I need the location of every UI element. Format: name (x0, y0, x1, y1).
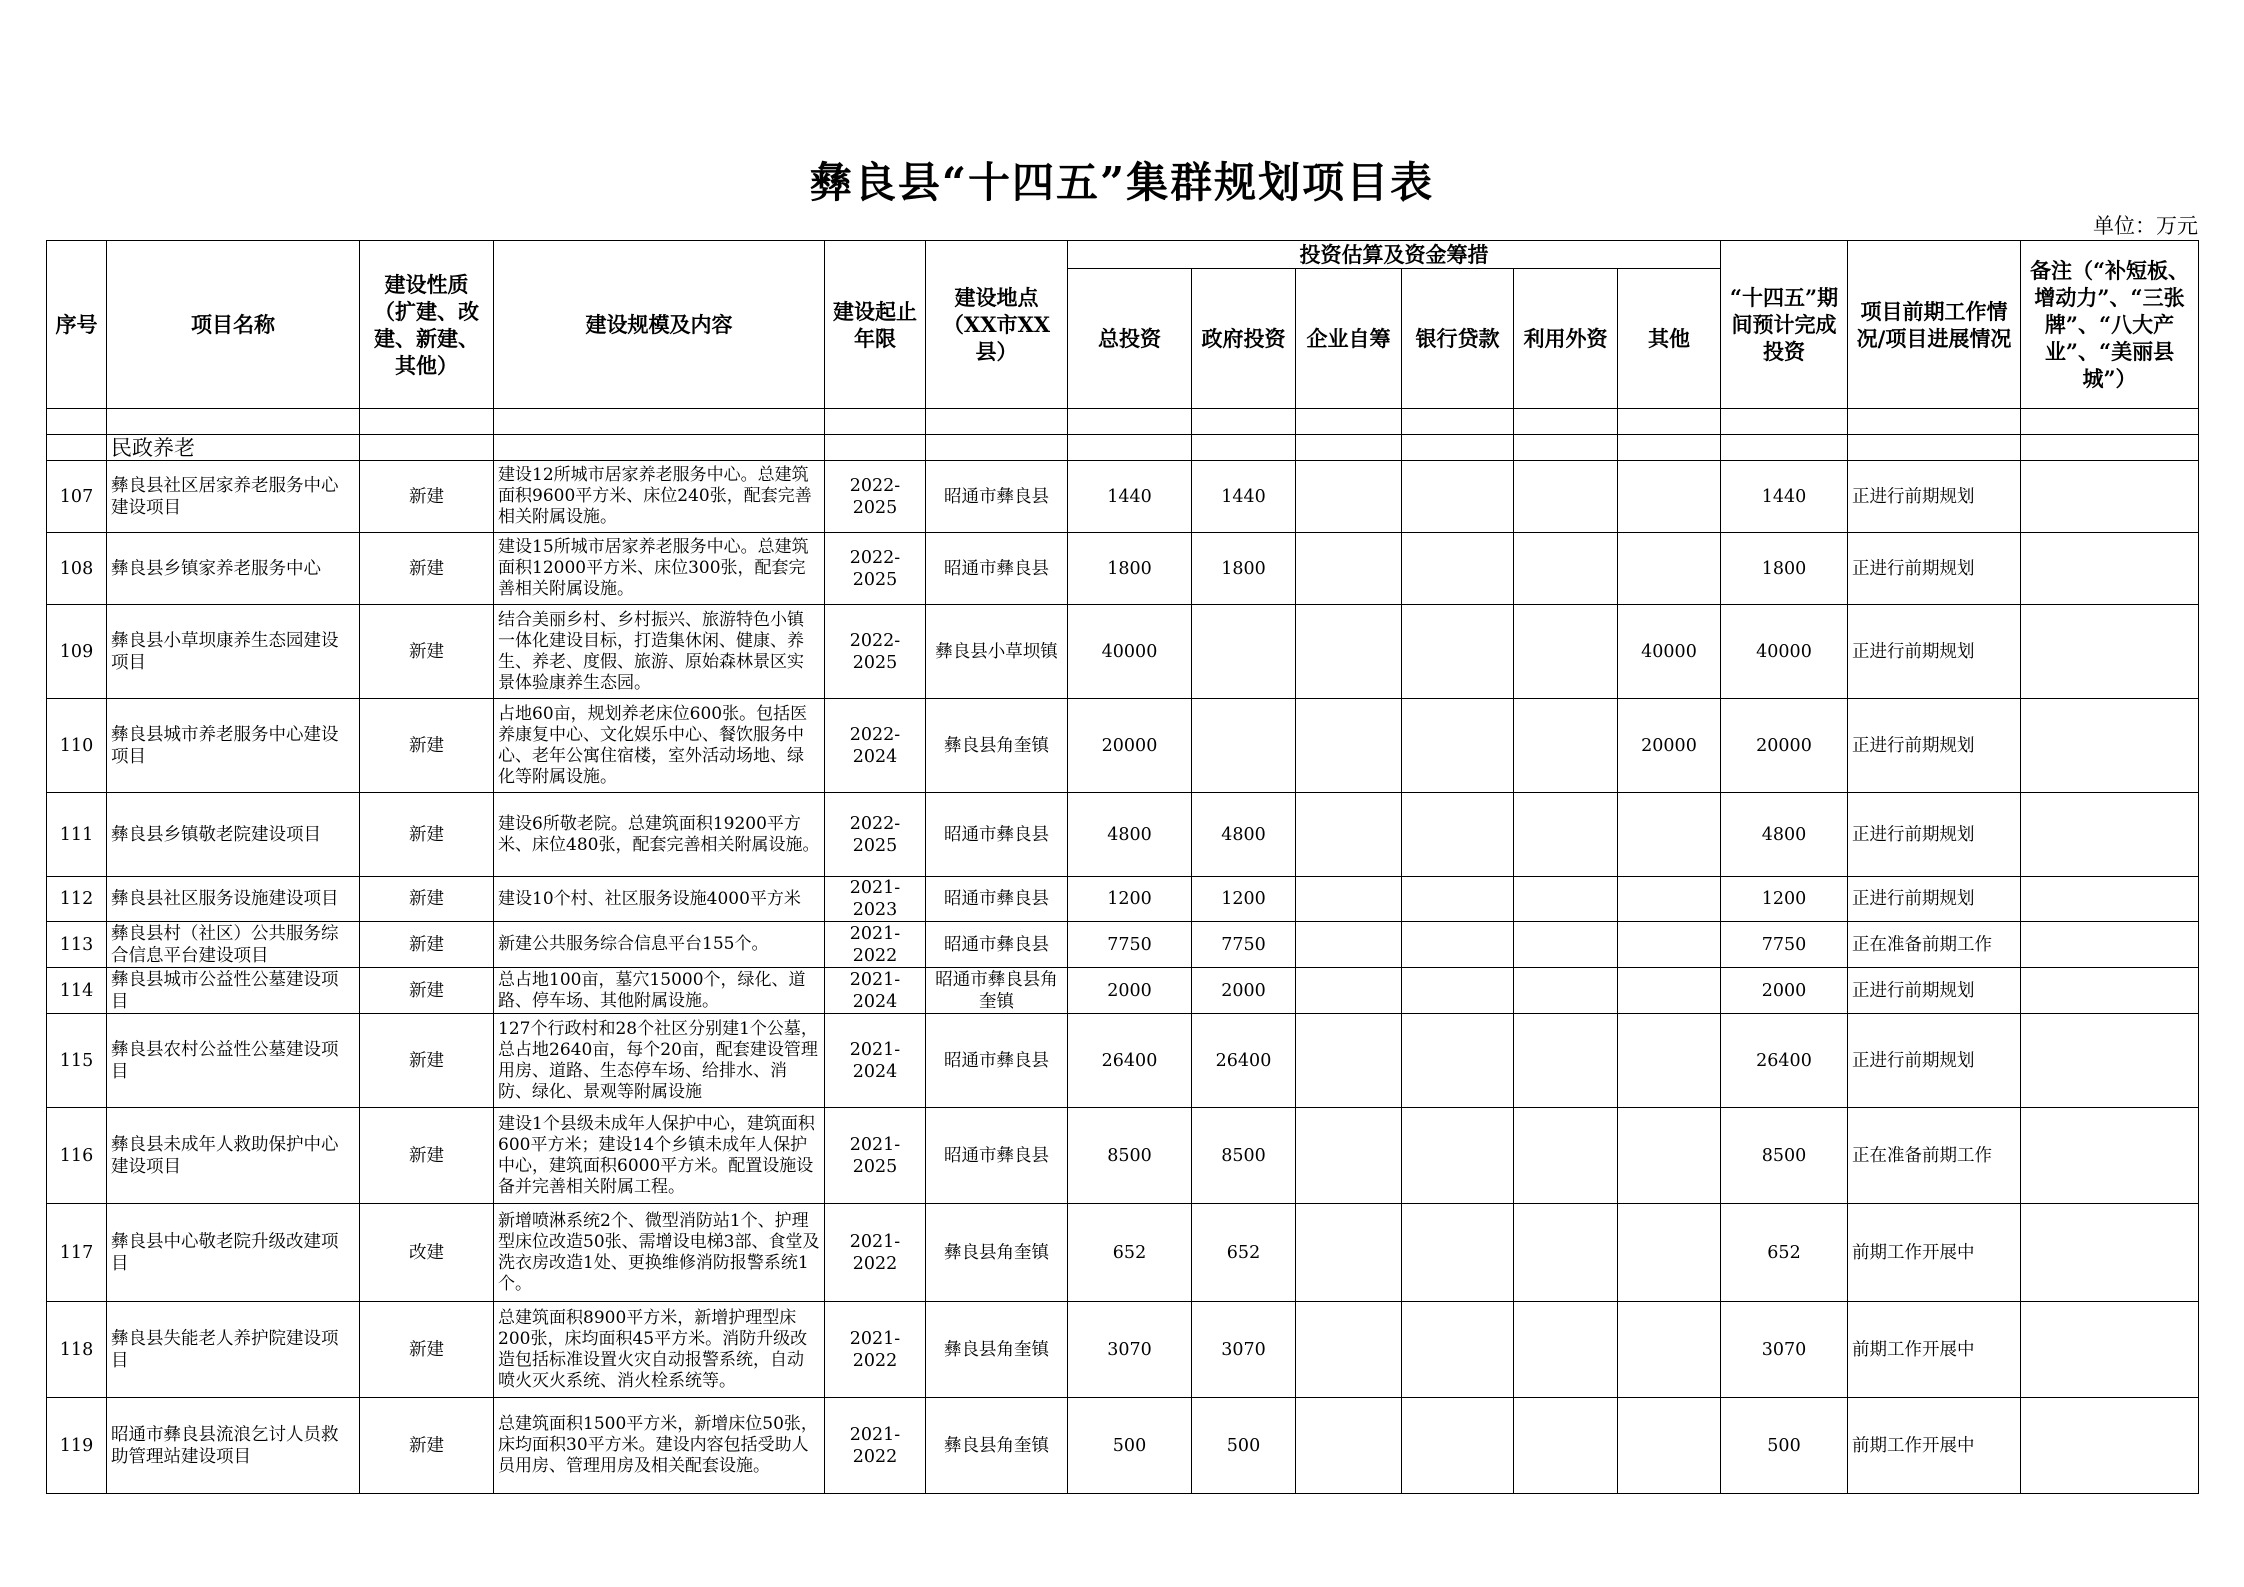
table-row (47, 1204, 2199, 1302)
cell-bank (1402, 877, 1514, 922)
cell-period: 2022-2024 (825, 699, 926, 793)
cell-period: 2021-2024 (825, 1014, 926, 1108)
cell-other: 40000 (1618, 605, 1721, 699)
cell-progress: 正进行前期规划 (1848, 1014, 2021, 1108)
cell-remark (2021, 922, 2199, 968)
cell-scale: 占地60亩，规划养老床位600张。包括医养康复中心、文化娱乐中心、餐饮服务中心、老年公寓住宿楼，室外活动场地、绿化等附属设施。 (494, 699, 825, 793)
cell-period: 2022-2025 (825, 461, 926, 533)
cell-scale: 建设6所敬老院。总建筑面积19200平方米、床位480张，配套完善相关附属设施。 (494, 793, 825, 877)
cell-expected: 3070 (1721, 1302, 1848, 1398)
cell-period: 2021-2024 (825, 968, 926, 1014)
cell-name: 彝良县城市养老服务中心建设项目 (107, 699, 360, 793)
cell-other (1618, 1398, 1721, 1494)
cell-total: 652 (1068, 1204, 1192, 1302)
category-label: 民政养老 (107, 435, 360, 461)
header-remark: 备注（“补短板、增动力”、“三张牌”、“八大产业”、“美丽县城”） (2021, 241, 2199, 409)
cell-location: 彝良县小草坝镇 (926, 605, 1068, 699)
cell-scale: 总建筑面积1500平方米，新增床位50张，床均面积30平方米。建设内容包括受助人员用房、管理用房及相关配套设施。 (494, 1398, 825, 1494)
cell-name: 彝良县未成年人救助保护中心建设项目 (107, 1108, 360, 1204)
cell-other (1618, 533, 1721, 605)
cell-scale: 总占地100亩，墓穴15000个，绿化、道路、停车场、其他附属设施。 (494, 968, 825, 1014)
table-row (47, 1108, 2199, 1204)
table-row (47, 605, 2199, 699)
cell-remark (2021, 1204, 2199, 1302)
cell-other (1618, 1014, 1721, 1108)
cell-gov: 8500 (1192, 1108, 1296, 1204)
cell-enterprise (1296, 699, 1402, 793)
cell-bank (1402, 968, 1514, 1014)
cell-expected: 4800 (1721, 793, 1848, 877)
cell-total: 500 (1068, 1398, 1192, 1494)
cell-nature: 新建 (360, 1302, 494, 1398)
cell-remark (2021, 877, 2199, 922)
cell-progress: 前期工作开展中 (1848, 1398, 2021, 1494)
cell-name: 彝良县乡镇家养老服务中心 (107, 533, 360, 605)
cell-bank (1402, 793, 1514, 877)
cell-name: 彝良县村（社区）公共服务综合信息平台建设项目 (107, 922, 360, 968)
cell-nature: 新建 (360, 533, 494, 605)
table-row (47, 699, 2199, 793)
cell-gov: 500 (1192, 1398, 1296, 1494)
cell-expected: 20000 (1721, 699, 1848, 793)
cell-enterprise (1296, 1398, 1402, 1494)
cell-expected: 2000 (1721, 968, 1848, 1014)
cell-nature: 新建 (360, 793, 494, 877)
project-table (46, 240, 2199, 1494)
cell-progress: 前期工作开展中 (1848, 1204, 2021, 1302)
cell-foreign (1514, 1204, 1618, 1302)
cell-other (1618, 968, 1721, 1014)
cell-nature: 新建 (360, 605, 494, 699)
cell-gov: 7750 (1192, 922, 1296, 968)
cell-remark (2021, 1014, 2199, 1108)
cell-foreign (1514, 922, 1618, 968)
cell-other (1618, 877, 1721, 922)
cell-location: 昭通市彝良县 (926, 461, 1068, 533)
cell-enterprise (1296, 1204, 1402, 1302)
header-total: 总投资 (1068, 269, 1192, 409)
cell-other: 20000 (1618, 699, 1721, 793)
cell-scale: 建设12所城市居家养老服务中心。总建筑面积9600平方米、床位240张，配套完善相关附属设施。 (494, 461, 825, 533)
cell-nature: 改建 (360, 1204, 494, 1302)
cell-remark (2021, 1108, 2199, 1204)
unit-label: 单位：万元 (2093, 214, 2198, 238)
cell-location: 昭通市彝良县 (926, 533, 1068, 605)
table-row (47, 1302, 2199, 1398)
cell-foreign (1514, 1014, 1618, 1108)
cell-name: 彝良县中心敬老院升级改建项目 (107, 1204, 360, 1302)
header-nature: 建设性质（扩建、改建、新建、其他） (360, 241, 494, 409)
cell-remark (2021, 968, 2199, 1014)
cell-bank (1402, 1398, 1514, 1494)
cell-gov: 1800 (1192, 533, 1296, 605)
cell-expected: 26400 (1721, 1014, 1848, 1108)
cell-total: 8500 (1068, 1108, 1192, 1204)
cell-foreign (1514, 699, 1618, 793)
cell-period: 2021-2025 (825, 1108, 926, 1204)
cell-total: 1200 (1068, 877, 1192, 922)
cell-nature: 新建 (360, 922, 494, 968)
cell-expected: 652 (1721, 1204, 1848, 1302)
header-expected: “十四五”期间预计完成投资 (1721, 241, 1848, 409)
cell-seq: 108 (47, 533, 107, 605)
cell-seq: 113 (47, 922, 107, 968)
cell-enterprise (1296, 1108, 1402, 1204)
table-row (47, 1014, 2199, 1108)
cell-foreign (1514, 1108, 1618, 1204)
cell-scale: 结合美丽乡村、乡村振兴、旅游特色小镇一体化建设目标，打造集休闲、健康、养生、养老、度假、旅游、原始森林景区实景体验康养生态园。 (494, 605, 825, 699)
cell-nature: 新建 (360, 968, 494, 1014)
cell-seq: 111 (47, 793, 107, 877)
header-invest-group: 投资估算及资金筹措 (1068, 241, 1721, 269)
cell-bank (1402, 1014, 1514, 1108)
header-progress: 项目前期工作情况/项目进展情况 (1848, 241, 2021, 409)
cell-period: 2022-2025 (825, 605, 926, 699)
cell-scale: 建设1个县级未成年人保护中心，建筑面积600平方米；建设14个乡镇未成年人保护中心，建筑面积6000平方米。配置设施设备并完善相关附属工程。 (494, 1108, 825, 1204)
cell-gov: 3070 (1192, 1302, 1296, 1398)
header-other: 其他 (1618, 269, 1721, 409)
cell-name: 昭通市彝良县流浪乞讨人员救助管理站建设项目 (107, 1398, 360, 1494)
cell-expected: 1200 (1721, 877, 1848, 922)
cell-foreign (1514, 605, 1618, 699)
cell-seq: 107 (47, 461, 107, 533)
table-row (47, 922, 2199, 968)
cell-nature: 新建 (360, 1398, 494, 1494)
cell-gov (1192, 699, 1296, 793)
cell-enterprise (1296, 1302, 1402, 1398)
cell-remark (2021, 1302, 2199, 1398)
cell-total: 1440 (1068, 461, 1192, 533)
cell-other (1618, 1108, 1721, 1204)
cell-progress: 前期工作开展中 (1848, 1302, 2021, 1398)
cell-location: 昭通市彝良县 (926, 1108, 1068, 1204)
cell-progress: 正进行前期规划 (1848, 877, 2021, 922)
blank-row (47, 409, 2199, 435)
cell-seq: 119 (47, 1398, 107, 1494)
cell-nature: 新建 (360, 1108, 494, 1204)
cell-scale: 总建筑面积8900平方米，新增护理型床200张，床均面积45平方米。消防升级改造包括标准设置火灾自动报警系统，自动喷火灭火系统、消火栓系统等。 (494, 1302, 825, 1398)
cell-scale: 建设15所城市居家养老服务中心。总建筑面积12000平方米、床位300张，配套完善相关附属设施。 (494, 533, 825, 605)
cell-other (1618, 793, 1721, 877)
header-enterprise: 企业自筹 (1296, 269, 1402, 409)
header-period: 建设起止年限 (825, 241, 926, 409)
cell-progress: 正进行前期规划 (1848, 533, 2021, 605)
cell-location: 昭通市彝良县 (926, 877, 1068, 922)
table-body (47, 409, 2199, 1494)
cell-progress: 正进行前期规划 (1848, 605, 2021, 699)
table-row (47, 533, 2199, 605)
cell-total: 7750 (1068, 922, 1192, 968)
cell-name: 彝良县城市公益性公墓建设项目 (107, 968, 360, 1014)
cell-foreign (1514, 877, 1618, 922)
cell-expected: 500 (1721, 1398, 1848, 1494)
cell-period: 2022-2025 (825, 533, 926, 605)
cell-name: 彝良县社区服务设施建设项目 (107, 877, 360, 922)
cell-bank (1402, 1204, 1514, 1302)
cell-gov: 2000 (1192, 968, 1296, 1014)
cell-seq: 112 (47, 877, 107, 922)
cell-period: 2022-2025 (825, 793, 926, 877)
cell-bank (1402, 461, 1514, 533)
cell-remark (2021, 793, 2199, 877)
cell-foreign (1514, 1302, 1618, 1398)
header-foreign: 利用外资 (1514, 269, 1618, 409)
cell-location: 昭通市彝良县 (926, 1014, 1068, 1108)
cell-enterprise (1296, 968, 1402, 1014)
cell-expected: 8500 (1721, 1108, 1848, 1204)
cell-other (1618, 1204, 1721, 1302)
cell-seq: 110 (47, 699, 107, 793)
cell-seq: 115 (47, 1014, 107, 1108)
cell-gov (1192, 605, 1296, 699)
cell-seq: 109 (47, 605, 107, 699)
cell-foreign (1514, 461, 1618, 533)
cell-location: 昭通市彝良县 (926, 922, 1068, 968)
cell-name: 彝良县小草坝康养生态园建设项目 (107, 605, 360, 699)
cell-bank (1402, 1108, 1514, 1204)
cell-period: 2021-2023 (825, 877, 926, 922)
cell-foreign (1514, 793, 1618, 877)
cell-expected: 40000 (1721, 605, 1848, 699)
table-row (47, 968, 2199, 1014)
table-row (47, 1398, 2199, 1494)
cell-enterprise (1296, 605, 1402, 699)
cell-foreign (1514, 1398, 1618, 1494)
cell-scale: 新增喷淋系统2个、微型消防站1个、护理型床位改造50张、需增设电梯3部、食堂及洗衣房改造1处、更换维修消防报警系统1个。 (494, 1204, 825, 1302)
cell-progress: 正进行前期规划 (1848, 461, 2021, 533)
cell-period: 2021-2022 (825, 1398, 926, 1494)
cell-remark (2021, 605, 2199, 699)
cell-gov: 1200 (1192, 877, 1296, 922)
cell-remark (2021, 533, 2199, 605)
cell-nature: 新建 (360, 877, 494, 922)
cell-bank (1402, 699, 1514, 793)
cell-bank (1402, 605, 1514, 699)
cell-location: 彝良县角奎镇 (926, 699, 1068, 793)
cell-foreign (1514, 533, 1618, 605)
cell-total: 20000 (1068, 699, 1192, 793)
cell-bank (1402, 1302, 1514, 1398)
header-gov: 政府投资 (1192, 269, 1296, 409)
cell-seq: 114 (47, 968, 107, 1014)
cell-enterprise (1296, 1014, 1402, 1108)
cell-name: 彝良县社区居家养老服务中心建设项目 (107, 461, 360, 533)
cell-other (1618, 461, 1721, 533)
cell-gov: 652 (1192, 1204, 1296, 1302)
cell-period: 2021-2022 (825, 1302, 926, 1398)
cell-total: 3070 (1068, 1302, 1192, 1398)
cell-progress: 正在准备前期工作 (1848, 1108, 2021, 1204)
header-location: 建设地点（XX市XX县） (926, 241, 1068, 409)
header-name: 项目名称 (107, 241, 360, 409)
cell-enterprise (1296, 877, 1402, 922)
cell-other (1618, 1302, 1721, 1398)
header-seq: 序号 (47, 241, 107, 409)
table-row (47, 461, 2199, 533)
cell-enterprise (1296, 533, 1402, 605)
cell-seq: 116 (47, 1108, 107, 1204)
cell-foreign (1514, 968, 1618, 1014)
cell-seq: 118 (47, 1302, 107, 1398)
cell-enterprise (1296, 922, 1402, 968)
cell-scale: 新建公共服务综合信息平台155个。 (494, 922, 825, 968)
page-title: 彝良县“十四五”集群规划项目表 (809, 158, 1435, 207)
cell-location: 昭通市彝良县角奎镇 (926, 968, 1068, 1014)
cell-gov: 1440 (1192, 461, 1296, 533)
cell-remark (2021, 461, 2199, 533)
cell-total: 4800 (1068, 793, 1192, 877)
cell-name: 彝良县农村公益性公墓建设项目 (107, 1014, 360, 1108)
cell-enterprise (1296, 793, 1402, 877)
cell-remark (2021, 699, 2199, 793)
cell-seq: 117 (47, 1204, 107, 1302)
cell-other (1618, 922, 1721, 968)
cell-location: 彝良县角奎镇 (926, 1302, 1068, 1398)
cell-progress: 正进行前期规划 (1848, 793, 2021, 877)
category-row (47, 435, 2199, 461)
cell-progress: 正在准备前期工作 (1848, 922, 2021, 968)
cell-progress: 正进行前期规划 (1848, 968, 2021, 1014)
cell-expected: 1800 (1721, 533, 1848, 605)
cell-gov: 26400 (1192, 1014, 1296, 1108)
cell-period: 2021-2022 (825, 1204, 926, 1302)
cell-scale: 建设10个村、社区服务设施4000平方米 (494, 877, 825, 922)
cell-location: 昭通市彝良县 (926, 793, 1068, 877)
cell-scale: 127个行政村和28个社区分别建1个公墓，总占地2640亩，每个20亩，配套建设管理用房、道路、生态停车场、给排水、消防、绿化、景观等附属设施 (494, 1014, 825, 1108)
cell-bank (1402, 922, 1514, 968)
table-row (47, 793, 2199, 877)
cell-expected: 1440 (1721, 461, 1848, 533)
cell-total: 2000 (1068, 968, 1192, 1014)
cell-total: 1800 (1068, 533, 1192, 605)
cell-gov: 4800 (1192, 793, 1296, 877)
table-row (47, 877, 2199, 922)
cell-location: 彝良县角奎镇 (926, 1398, 1068, 1494)
cell-nature: 新建 (360, 1014, 494, 1108)
cell-name: 彝良县乡镇敬老院建设项目 (107, 793, 360, 877)
cell-location: 彝良县角奎镇 (926, 1204, 1068, 1302)
cell-progress: 正进行前期规划 (1848, 699, 2021, 793)
cell-total: 40000 (1068, 605, 1192, 699)
header-scale: 建设规模及内容 (494, 241, 825, 409)
cell-bank (1402, 533, 1514, 605)
cell-nature: 新建 (360, 699, 494, 793)
cell-name: 彝良县失能老人养护院建设项目 (107, 1302, 360, 1398)
cell-total: 26400 (1068, 1014, 1192, 1108)
cell-period: 2021-2022 (825, 922, 926, 968)
cell-expected: 7750 (1721, 922, 1848, 968)
cell-enterprise (1296, 461, 1402, 533)
cell-nature: 新建 (360, 461, 494, 533)
cell-remark (2021, 1398, 2199, 1494)
header-bank: 银行贷款 (1402, 269, 1514, 409)
